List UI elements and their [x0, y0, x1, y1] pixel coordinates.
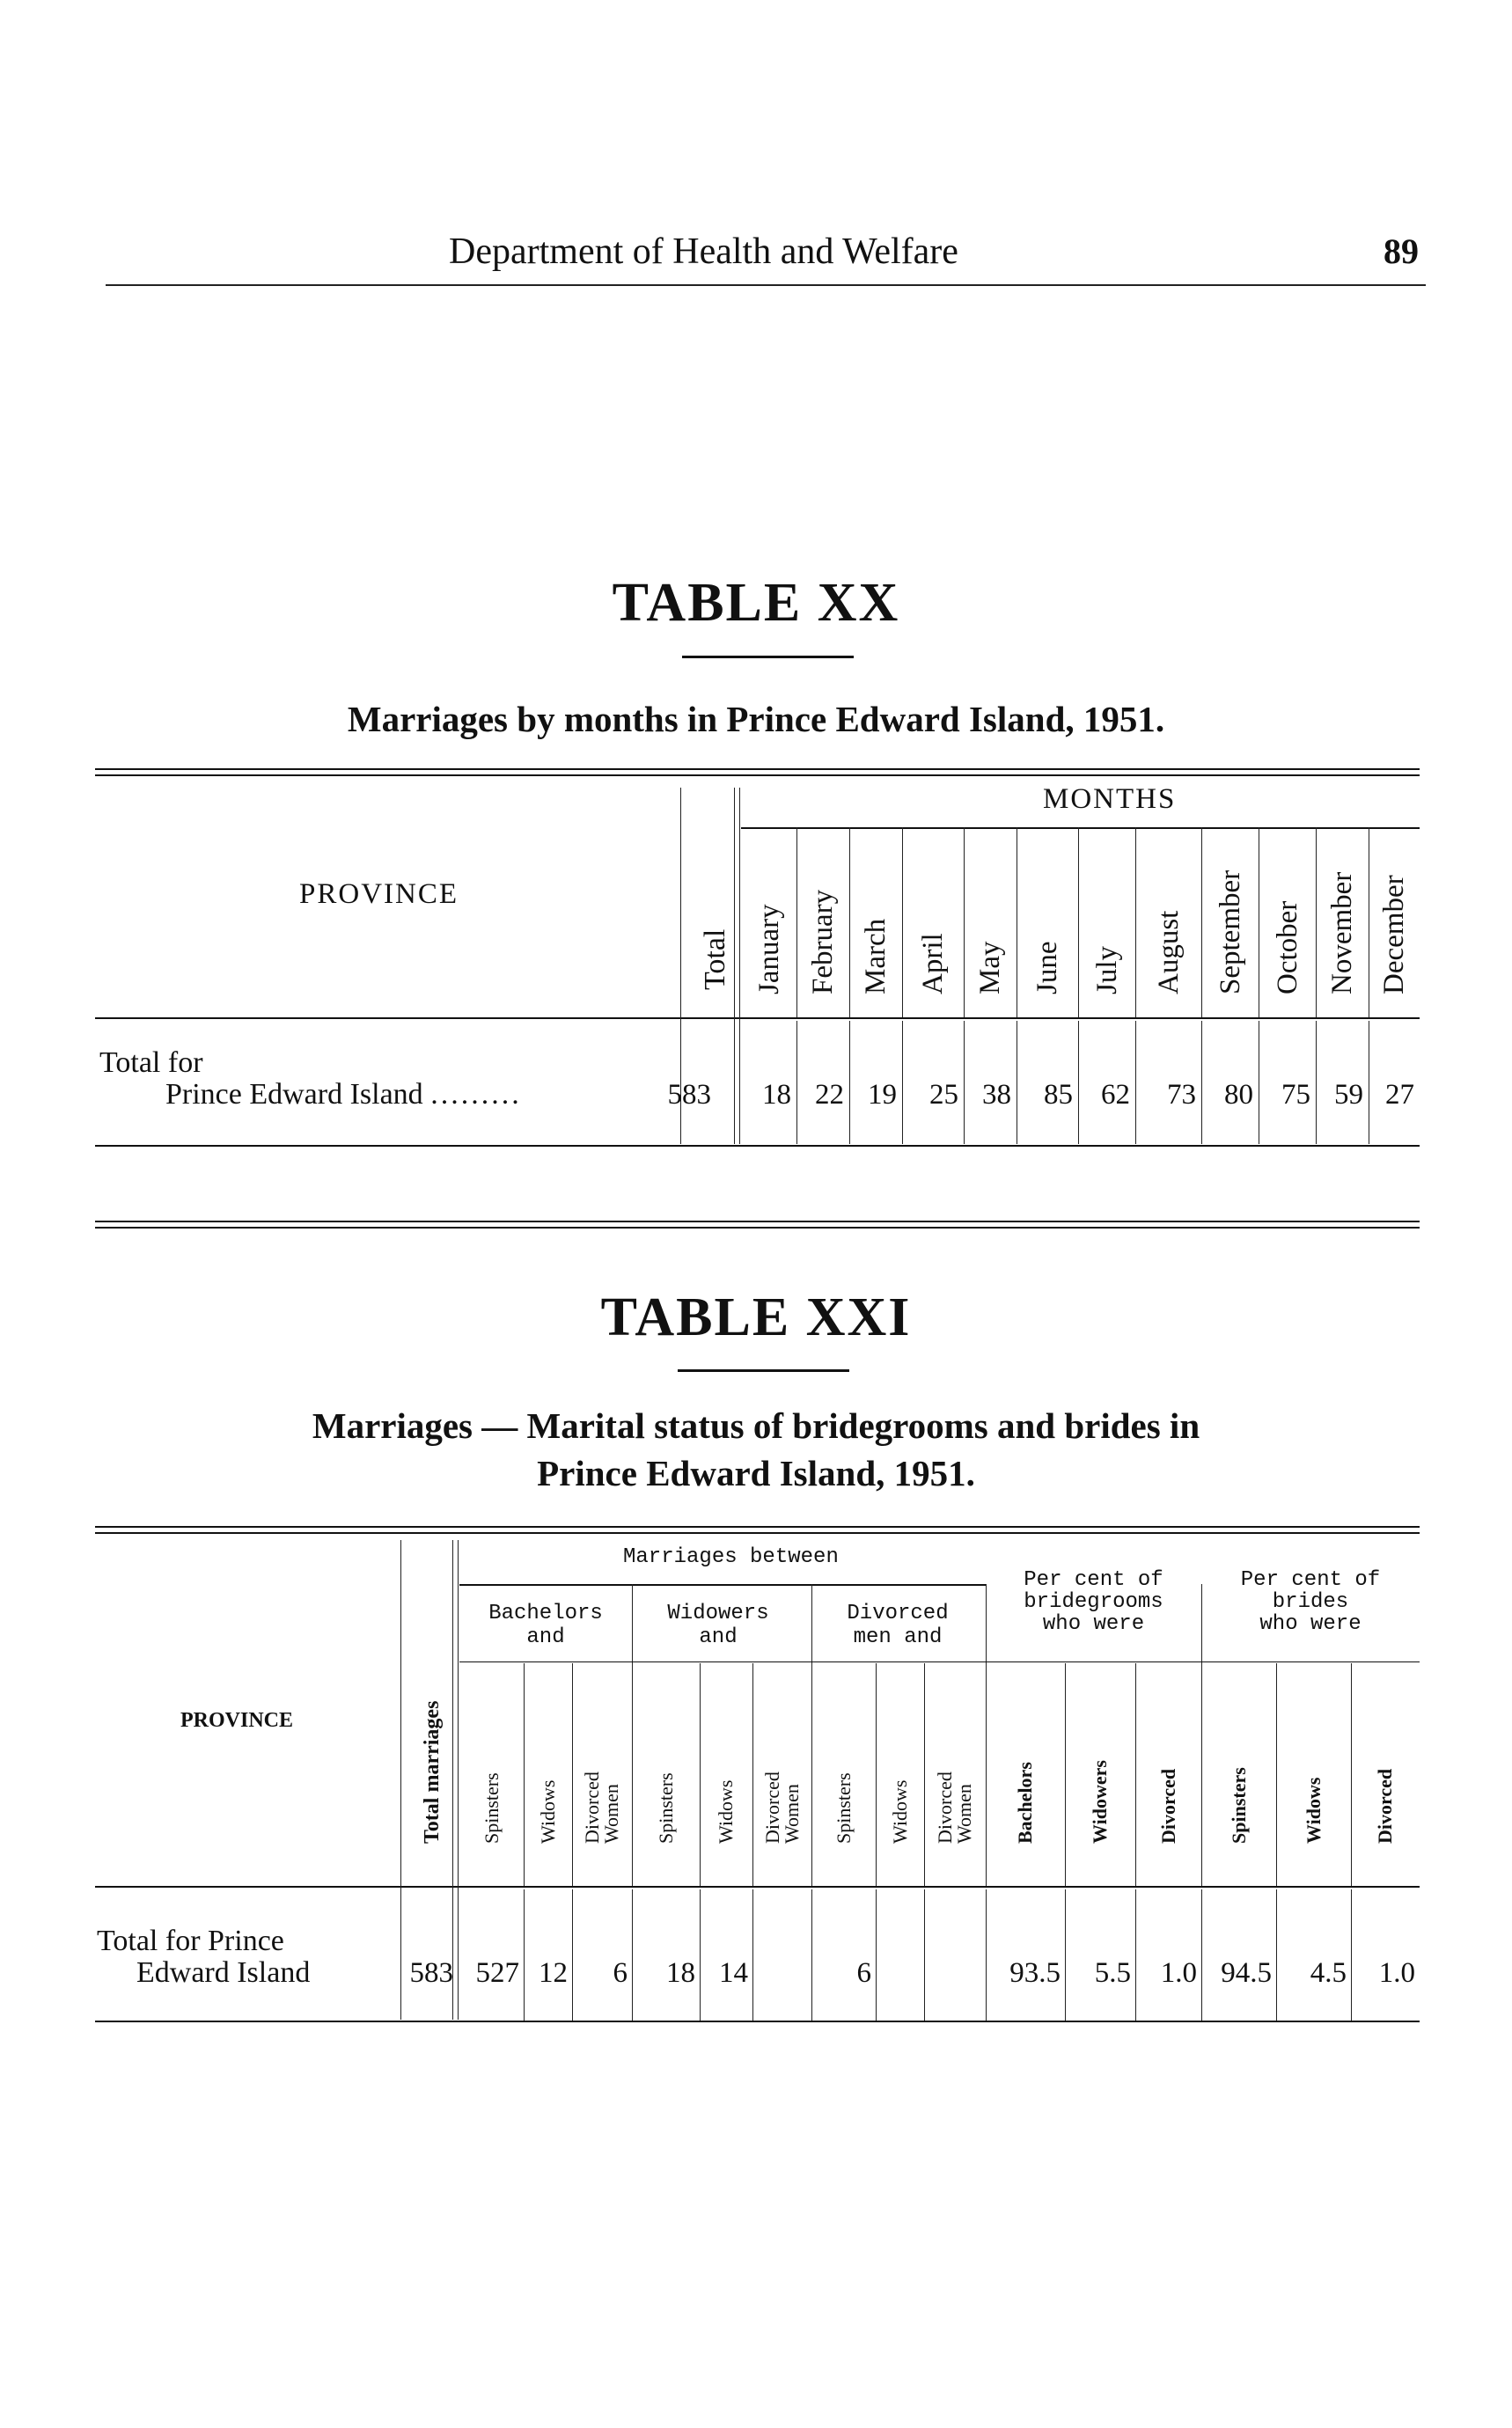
xx-vrule-head-9 [1316, 827, 1317, 1017]
group-underline-0 [459, 1661, 632, 1662]
month-header-august: August [1152, 910, 1185, 994]
running-header: Department of Health and Welfare [449, 231, 958, 272]
table-xx-caption: Marriages by months in Prince Edward Island, 1951. [347, 699, 1165, 739]
xxi-vrule-body-13 [1351, 1889, 1352, 2021]
table-xx-row-label-1: Total for [99, 1046, 203, 1079]
month-header-november: November [1326, 871, 1358, 994]
xxi-vrule-body-11 [1201, 1889, 1202, 2021]
table-xx-province-header: PROVINCE [299, 878, 459, 910]
table-xxi-title: TABLE XXI [600, 1287, 912, 1347]
pct-bride-line1: Per cent of [1240, 1568, 1381, 1592]
col-header-12: Spinsters [1227, 1767, 1250, 1844]
xxi-vrule-total-left [400, 1540, 401, 2020]
col-header-5: Divorced Women [760, 1771, 803, 1844]
pct-groom-line3: who were [1042, 1612, 1145, 1636]
xxi-vrule-body-0 [524, 1889, 525, 2021]
col-header-2: Divorced Women [581, 1771, 622, 1844]
header-rule [106, 284, 1426, 286]
table-xx-row-label-2 [165, 1077, 522, 1112]
value-13: 4.5 [1310, 1957, 1347, 1989]
section-separator-rule-2 [95, 1227, 1420, 1229]
xxi-vrule-head-4 [752, 1663, 753, 1886]
xx-vrule-head-7 [1201, 827, 1202, 1017]
total-marriages-header: Total marriages [421, 1700, 444, 1844]
page-number: 89 [1384, 231, 1419, 271]
xxi-vrule-body-9 [1065, 1889, 1066, 2021]
month-value-july: 62 [1101, 1079, 1130, 1111]
table-xxi-total-value: 583 [409, 1957, 453, 1989]
pct-bride-line3: who were [1259, 1612, 1362, 1636]
value-1: 12 [539, 1957, 568, 1989]
col-header-13: Widows [1302, 1777, 1325, 1844]
table-xx-row-label-2-text: Prince Edward Island [165, 1078, 423, 1111]
value-4: 14 [719, 1957, 748, 1989]
table-xxi-row-label-2: Edward Island [136, 1956, 311, 1989]
marriages-between-header: Marriages between [623, 1545, 839, 1569]
xxi-vrule-body-12 [1276, 1889, 1277, 2021]
table-xx-title: TABLE XX [612, 573, 900, 633]
col-header-3: Spinsters [654, 1772, 677, 1844]
month-value-march: 19 [868, 1079, 897, 1111]
table-xx-top-rule-2 [95, 774, 1420, 776]
value-11: 1.0 [1160, 1957, 1197, 1989]
month-value-february: 22 [815, 1079, 844, 1111]
xx-vrule-head-2 [902, 827, 903, 1017]
value-12: 94.5 [1221, 1957, 1272, 1989]
xxi-vrule-total-right-2 [458, 1540, 459, 2020]
value-6: 6 [856, 1957, 871, 1989]
col-header-0: Spinsters [480, 1772, 503, 1844]
xxi-vrule-body-2 [632, 1889, 633, 2021]
col-header-14: Divorced [1374, 1768, 1396, 1844]
month-header-april: April [917, 933, 949, 994]
xxi-vrule-head-6 [876, 1663, 877, 1886]
table-xx-total-header: Total [699, 928, 731, 990]
xxi-vrule-head-3 [700, 1663, 701, 1886]
group-underline-1 [632, 1661, 811, 1662]
table-xxi-top-rule-2 [95, 1532, 1420, 1534]
col-header-9: Bachelors [1014, 1762, 1036, 1844]
group-header-1-line2: and [699, 1625, 738, 1649]
value-3: 18 [666, 1957, 695, 1989]
table-xx-months-rule [741, 827, 1420, 829]
xx-vrule-total-right-2 [739, 788, 740, 1144]
value-10: 5.5 [1094, 1957, 1131, 1989]
xxi-vrule-head-7 [924, 1663, 925, 1886]
group-header-0-line1: Bachelors [488, 1602, 603, 1625]
group-underline-2 [811, 1661, 986, 1662]
col-header-10: Widowers [1089, 1760, 1111, 1844]
table-xxi-row-label-1: Total for Prince [97, 1925, 284, 1957]
xxi-vrule-head-10 [1135, 1663, 1136, 1886]
pct-groom-line1: Per cent of [1024, 1568, 1163, 1592]
pct-underline [986, 1661, 1420, 1662]
table-xxi-title-rule [678, 1369, 849, 1372]
month-value-january: 18 [762, 1079, 791, 1111]
xxi-vrule-body-10 [1135, 1889, 1136, 2021]
xxi-vrule-body-5 [811, 1889, 812, 2021]
xxi-vrule-total-right [452, 1540, 453, 2020]
pct-bride-line2: brides [1272, 1590, 1349, 1614]
table-xxi-caption-2: Prince Edward Island, 1951. [537, 1453, 975, 1493]
table-xxi-bottom-rule [95, 2021, 1420, 2022]
value-9: 93.5 [1009, 1957, 1061, 1989]
pct-groom-line2: bridegrooms [1024, 1590, 1163, 1614]
col-header-7: Widows [888, 1779, 911, 1844]
value-2: 6 [613, 1957, 628, 1989]
month-value-june: 85 [1044, 1079, 1073, 1111]
xxi-vrule-head-9 [1065, 1663, 1066, 1886]
xxi-vrule-head-11 [1201, 1584, 1202, 1886]
month-value-august: 73 [1167, 1079, 1196, 1111]
table-xx-total-value: 583 [667, 1079, 711, 1111]
month-header-january: January [752, 904, 785, 994]
xx-vrule-head-6 [1135, 827, 1136, 1017]
col-header-11: Divorced [1156, 1768, 1179, 1844]
table-xxi-province-header: PROVINCE [180, 1709, 294, 1732]
month-header-september: September [1214, 869, 1246, 994]
xx-vrule-total-right [734, 788, 735, 1144]
table-xx-title-rule [682, 656, 854, 658]
xxi-vrule-body-7 [924, 1889, 925, 2021]
xx-vrule-head-1 [849, 827, 850, 1017]
col-header-6: Spinsters [832, 1772, 855, 1844]
group-header-0-line2: and [526, 1625, 565, 1649]
xxi-vrule-body-6 [876, 1889, 877, 2021]
table-xxi-header-rule [95, 1886, 1420, 1888]
xxi-vrule-head-5 [811, 1584, 812, 1886]
xx-vrule-head-0 [796, 827, 797, 1017]
group-header-1-line1: Widowers [667, 1602, 769, 1625]
month-header-march: March [860, 918, 892, 994]
month-header-december: December [1378, 875, 1410, 994]
month-value-april: 25 [929, 1079, 958, 1111]
col-header-4: Widows [715, 1779, 737, 1844]
month-value-december: 27 [1385, 1079, 1414, 1111]
month-header-july: July [1090, 945, 1123, 994]
section-separator-rule [95, 1221, 1420, 1222]
month-header-may: May [974, 941, 1006, 994]
xxi-vrule-head-2 [632, 1584, 633, 1886]
month-value-may: 38 [982, 1079, 1011, 1111]
group-header-2-line1: Divorced [847, 1602, 949, 1625]
xxi-vrule-body-1 [572, 1889, 573, 2021]
month-value-october: 75 [1281, 1079, 1310, 1111]
month-value-september: 80 [1224, 1079, 1253, 1111]
xxi-vrule-body-3 [700, 1889, 701, 2021]
table-xx-header-rule [95, 1017, 1420, 1019]
xxi-vrule-body-8 [986, 1889, 987, 2021]
month-header-february: February [807, 889, 839, 994]
xxi-vrule-head-1 [572, 1663, 573, 1886]
month-header-june: June [1031, 941, 1063, 994]
table-xx-bottom-rule [95, 1145, 1420, 1147]
xx-vrule-head-5 [1078, 827, 1079, 1017]
col-header-8: Divorced Women [934, 1771, 975, 1844]
xxi-vrule-body-4 [752, 1889, 753, 2021]
group-header-2-line2: men and [853, 1625, 943, 1649]
marriages-between-rule [459, 1584, 986, 1586]
value-0: 527 [475, 1957, 519, 1989]
table-xxi-caption-1: Marriages — Marital status of bridegrooms and brides in [312, 1405, 1200, 1446]
month-header-october: October [1271, 900, 1303, 994]
month-value-november: 59 [1334, 1079, 1363, 1111]
table-xx-top-rule [95, 768, 1420, 770]
xxi-vrule-head-8 [986, 1584, 987, 1886]
xx-vrule-head-3 [964, 827, 965, 1017]
col-header-1: Widows [536, 1779, 559, 1844]
table-xx-months-header: MONTHS [1043, 783, 1177, 815]
xxi-vrule-head-13 [1351, 1663, 1352, 1886]
table-xxi-top-rule [95, 1526, 1420, 1528]
table-xx-row-leader: ......... [430, 1078, 522, 1111]
value-14: 1.0 [1378, 1957, 1415, 1989]
xxi-vrule-head-0 [524, 1663, 525, 1886]
xxi-vrule-head-12 [1276, 1663, 1277, 1886]
